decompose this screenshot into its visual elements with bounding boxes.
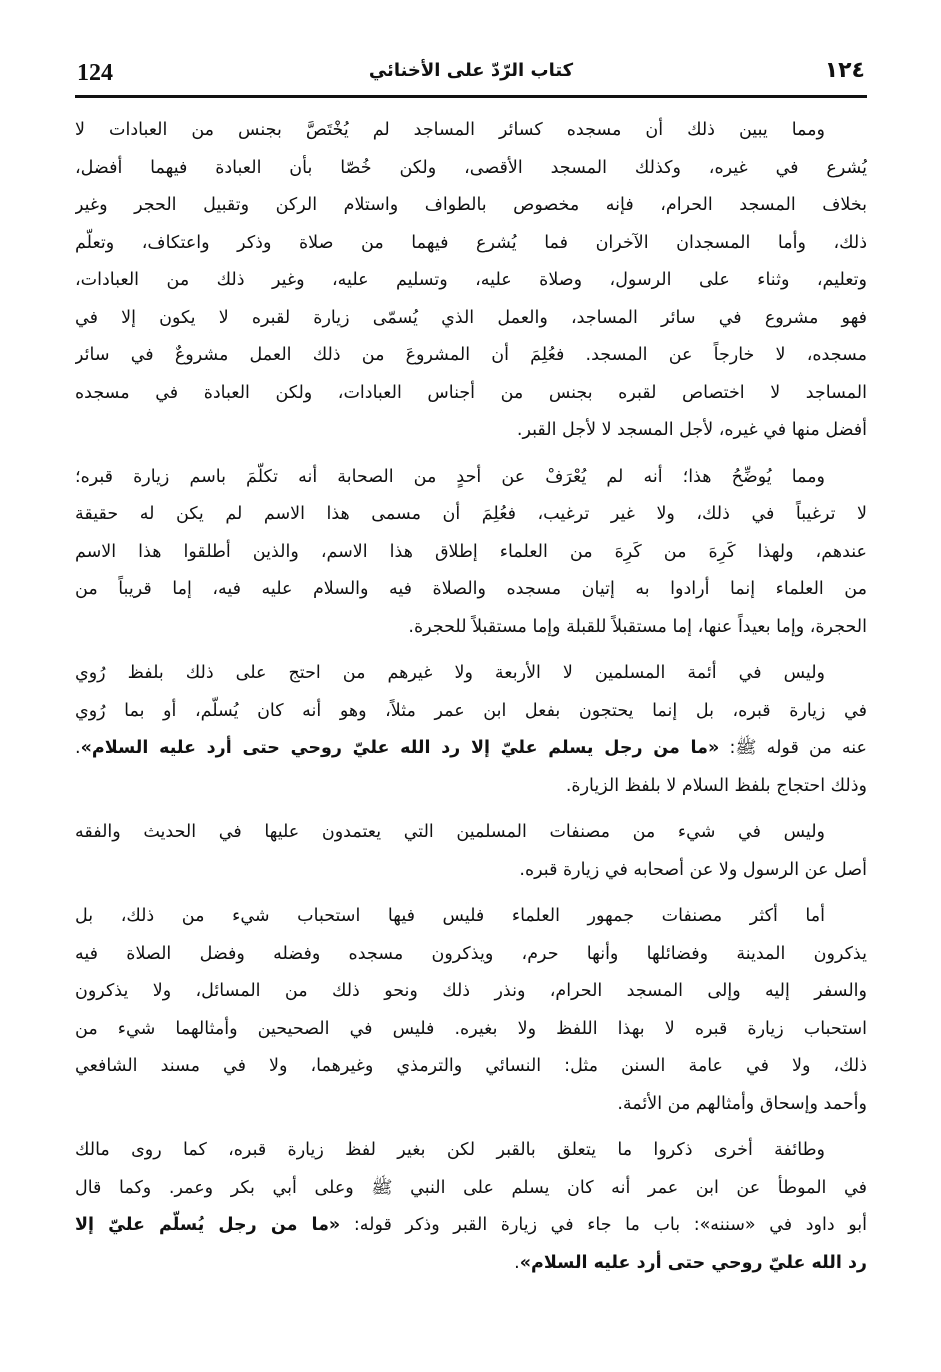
hadith-quote: «ما من رجل يسلم عليّ إلا رد الله عليّ روحي حتى أرد عليه السلام»	[80, 738, 720, 758]
text-segment: لا ترغيباً في ذلك، ولا غير ترغيب، فعُلِمَ أن مسمى هذا الاسم لم يكن له حقيقة	[75, 504, 867, 524]
text-line	[75, 534, 867, 572]
text-segment: ومما يبين ذلك أن مسجده كسائر المساجد لم يُخْتَصَّ بجنس من العبادات لا	[75, 120, 825, 140]
text-line	[75, 112, 867, 150]
text-line	[75, 412, 867, 450]
text-line	[75, 898, 867, 936]
text-segment: وتعليم، وثناء على الرسول، وصلاة عليه، وتسليم عليه، وغير ذلك من العبادات،	[75, 270, 867, 290]
text-segment: عنه من قوله ﷺ:	[719, 738, 867, 758]
running-header	[75, 58, 867, 94]
hadith-quote: «ما من رجل يُسلّم عليّ إلا	[75, 1215, 341, 1235]
text-segment: وذلك احتجاج بلفظ السلام لا بلفظ الزيارة.	[565, 775, 867, 796]
hadith-quote: رد الله عليّ روحي حتى أرد عليه السلام»	[519, 1252, 867, 1273]
text-line	[75, 973, 867, 1011]
text-line	[75, 730, 867, 768]
text-line	[75, 814, 867, 852]
text-line	[75, 225, 867, 263]
text-segment: أفضل منها في غيره، لأجل المسجد لا لأجل القبر.	[516, 420, 867, 440]
text-segment: .	[75, 738, 81, 758]
paragraph	[75, 1132, 867, 1282]
text-segment: يُشرع في غيره، وكذلك المسجد الأقصى، ولكن خُصّا بأن العبادة فيهما أفضل،	[75, 157, 867, 178]
text-line	[75, 609, 867, 647]
text-line	[75, 571, 867, 609]
text-segment: وطائفة أخرى ذكروا ما يتعلق بالقبر لكن بغير لفظ زيارة قبره، كما روى مالك	[75, 1140, 825, 1160]
text-segment: بخلاف المسجد الحرام، فإنه مخصوص بالطواف واستلام الركن وتقبيل الحجر وغير	[75, 195, 867, 215]
text-segment: في الموطأ عن ابن عمر أنه كان يسلم على النبي ﷺ وعلى أبي بكر وعمر. وكما قال	[75, 1177, 867, 1198]
text-line	[75, 337, 867, 375]
text-line	[75, 1132, 867, 1170]
text-segment: أبو داود في «سننه»: باب ما جاء في زيارة القبر وذكر قوله:	[340, 1215, 867, 1235]
text-segment: فهو مشروع في سائر المساجد، والعمل الذي يُسمّى زيارة لقبره لا يكون إلا في	[75, 307, 867, 328]
text-line	[75, 300, 867, 338]
page-number-arabic: ١٢٤	[824, 58, 865, 83]
book-title: كتاب الرّدّ على الأخنائي	[368, 60, 574, 81]
text-segment: وليس في شيء من مصنفات المسلمين التي يعتمدون عليها في الحديث والفقه	[75, 822, 825, 842]
text-segment: من العلماء إنما أرادوا به إتيان مسجده والصلاة فيه والسلام عليه فيه، إما قريباً من	[75, 579, 867, 599]
text-line	[75, 187, 867, 225]
text-segment: عندهم، ولهذا كَرِهَ من كَرِهَ من العلماء إطلاق هذا الاسم، والذين أطلقوا هذا الاسم	[75, 541, 867, 562]
paragraph	[75, 112, 867, 450]
text-line	[75, 262, 867, 300]
text-segment: والسفر إليه وإلى المسجد الحرام، ونذر ذلك ونحو ذلك من المسائل، ولا يذكرون	[75, 981, 867, 1001]
text-line	[75, 1048, 867, 1086]
text-line	[75, 459, 867, 497]
text-segment: ذلك، وأما المسجدان الآخران فما يُشرع فيهما من صلاة وذكر واعتكاف، وتعلّم	[75, 232, 867, 253]
text-segment: في زيارة قبره، بل إنما يحتجون بفعل ابن عمر مثلاً، وهو أنه كان يُسلّم، أو بما رُوي	[75, 700, 867, 721]
text-segment: المساجد لا اختصاص لقبره بجنس من أجناس العبادات، ولكن العبادة في مسجده	[75, 382, 867, 403]
paragraph	[75, 655, 867, 805]
text-segment: .	[514, 1252, 520, 1273]
text-segment: استحباب زيارة قبره لا بهذا اللفظ ولا بغيره. فليس في الصحيحين وأمثالهما شيء من	[75, 1018, 867, 1039]
text-line	[75, 150, 867, 188]
text-line	[75, 375, 867, 413]
text-line	[75, 693, 867, 731]
text-segment: وليس في أئمة المسلمين لا الأربعة ولا غيرهم من احتج على ذلك بلفظ رُوي	[75, 663, 825, 683]
text-line	[75, 1170, 867, 1208]
paragraph	[75, 814, 867, 889]
text-line	[75, 1011, 867, 1049]
text-line	[75, 1207, 867, 1245]
text-line	[75, 496, 867, 534]
paragraph	[75, 459, 867, 647]
text-line	[75, 852, 867, 890]
text-line	[75, 655, 867, 693]
text-segment: ذلك، ولا في عامة السنن مثل: النسائي والترمذي وغيرهما، ولا في مسند الشافعي	[75, 1056, 867, 1076]
text-segment: الحجرة، وإما بعيداً عنها، إما مستقبلاً للقبلة وإما مستقبلاً للحجرة.	[408, 616, 867, 637]
page-body	[75, 112, 867, 1282]
text-segment: وأحمد وإسحاق وأمثالهم من الأئمة.	[617, 1093, 867, 1114]
text-segment: أصل عن الرسول ولا عن أصحابه في زيارة قبره.	[519, 859, 867, 880]
text-line	[75, 1245, 867, 1283]
text-segment: مسجده، لا خارجاً عن المسجد. فعُلِمَ أن المشروعَ من ذلك العمل مشروعٌ في سائر	[75, 345, 867, 365]
text-line	[75, 768, 867, 806]
page-number-latin: 124	[77, 60, 113, 86]
text-segment: أما أكثر مصنفات جمهور العلماء فليس فيها استحباب شيء من ذلك، بل	[75, 906, 825, 926]
text-line	[75, 936, 867, 974]
paragraph	[75, 898, 867, 1123]
header-rule	[75, 95, 867, 98]
text-segment: يذكرون المدينة وفضائلها وأنها حرم، ويذكرون مسجده وفضله وفضل الصلاة فيه	[75, 943, 867, 964]
text-segment: ومما يُوضِّحُ هذا؛ أنه لم يُعْرَفْ عن أحدٍ من الصحابة أنه تكلّمَ باسم زيارة قبره؛	[75, 466, 825, 487]
text-line	[75, 1086, 867, 1124]
